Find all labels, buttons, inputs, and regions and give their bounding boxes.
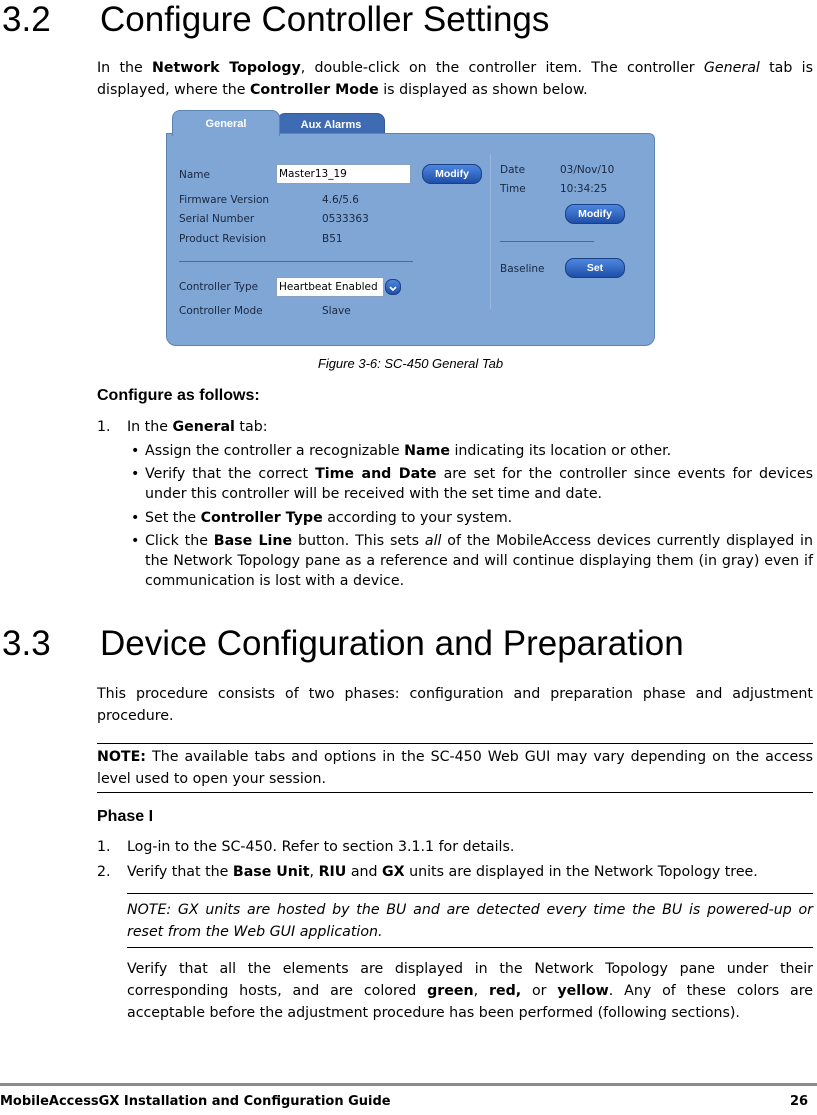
modify-name-button[interactable]: Modify [422,164,482,184]
gx-units-note: NOTE: GX units are hosted by the BU and are detected every time the BU is powered-up or reset from the Web GUI application. [127,902,813,940]
section-title: Device Configuration and Preparation [100,624,684,663]
section-number: 3.3 [2,624,51,663]
baseline-label: Baseline [500,263,545,275]
procedure-intro: This procedure consists of two phases: configuration and preparation phase and adjustment procedure. [97,686,813,724]
section-3-2-heading [2,0,702,40]
date-label: Date [500,164,526,176]
date-value: 03/Nov/10 [560,164,615,176]
controller-mode-term: Controller Mode [250,82,379,98]
red-term: red, [488,983,522,999]
bullet-time-date: • Verify that the correct Time and Date are set for the controller since events for devices under this controller will be received with the set time and date. [131,466,813,502]
general-panel [166,133,655,346]
section-3-3-heading [2,624,752,664]
access-level-note: NOTE: The available tabs and options in the SC-450 Web GUI may vary depending on the access level used to open your session. [97,749,813,787]
modify-date-button[interactable]: Modify [565,204,625,224]
controller-mode-value: Slave [322,305,351,317]
figure-caption: Figure 3-6: SC-450 General Tab [317,356,504,371]
network-topology-term: Network Topology [152,60,301,76]
time-label: Time [500,183,526,195]
column-divider [490,154,491,309]
intro-paragraph: In the Network Topology, double-click on the controller item. The controller General tab is displayed, where the Controller Mode is displayed as shown below. [97,60,813,98]
yellow-term: yellow [557,983,609,999]
bullet-controller-type: • Set the Controller Type according to your system. [131,510,513,526]
bullet-name: • Assign the controller a recognizable Name indicating its location or other. [131,443,672,459]
configure-heading: Configure as follows: [97,387,260,404]
product-revision-value: B51 [322,233,343,245]
name-label: Name [179,169,210,181]
chevron-down-icon[interactable] [385,279,401,295]
serial-number-label: Serial Number [179,213,255,225]
product-revision-label: Product Revision [179,233,267,245]
tab-general[interactable]: General [172,110,280,136]
page-number: 26 [790,1094,809,1109]
firmware-version-label: Firmware Version [179,194,270,206]
note-rule-top [97,743,813,744]
name-input[interactable]: Master13_19 [276,164,411,184]
controller-mode-label: Controller Mode [179,305,263,317]
controller-type-label: Controller Type [179,281,259,293]
note-label: NOTE: [97,749,146,765]
note-rule-bottom [97,792,813,793]
section-title: Configure Controller Settings [100,0,550,39]
firmware-version-value: 4.6/5.6 [322,194,359,206]
controller-type-select[interactable]: Heartbeat Enabled [276,277,384,297]
general-tab-screenshot [166,110,655,346]
divider-left [179,261,413,262]
note2-rule-top [127,893,813,894]
section-number: 3.2 [2,0,51,39]
verify-paragraph: Verify that all the elements are displayed in the Network Topology pane under their corresponding hosts, and are colored green, red, or yellow. Any of these colors are acceptable before the adjustment procedure has been performed (following sections). [127,961,813,1021]
tab-aux-alarms[interactable]: Aux Alarms [277,113,385,136]
bullet-base-line: • Click the Base Line button. This sets all of the MobileAccess devices currently displayed in the Network Topology pane as a reference and will continue displaying them (in gray) even if communication is lost with a device. [131,533,813,589]
set-baseline-button[interactable]: Set [565,258,625,278]
step-number: 1. [97,419,111,435]
divider-right [500,241,594,242]
green-term: green [427,983,474,999]
serial-number-value: 0533363 [322,213,369,225]
footer-title: MobileAccessGX Installation and Configuration Guide [0,1094,391,1109]
time-value: 10:34:25 [560,183,608,195]
footer-rule [0,1083,817,1086]
phase-heading: Phase I [97,808,154,825]
note2-rule-bottom [127,947,813,948]
general-term: General [703,60,760,76]
